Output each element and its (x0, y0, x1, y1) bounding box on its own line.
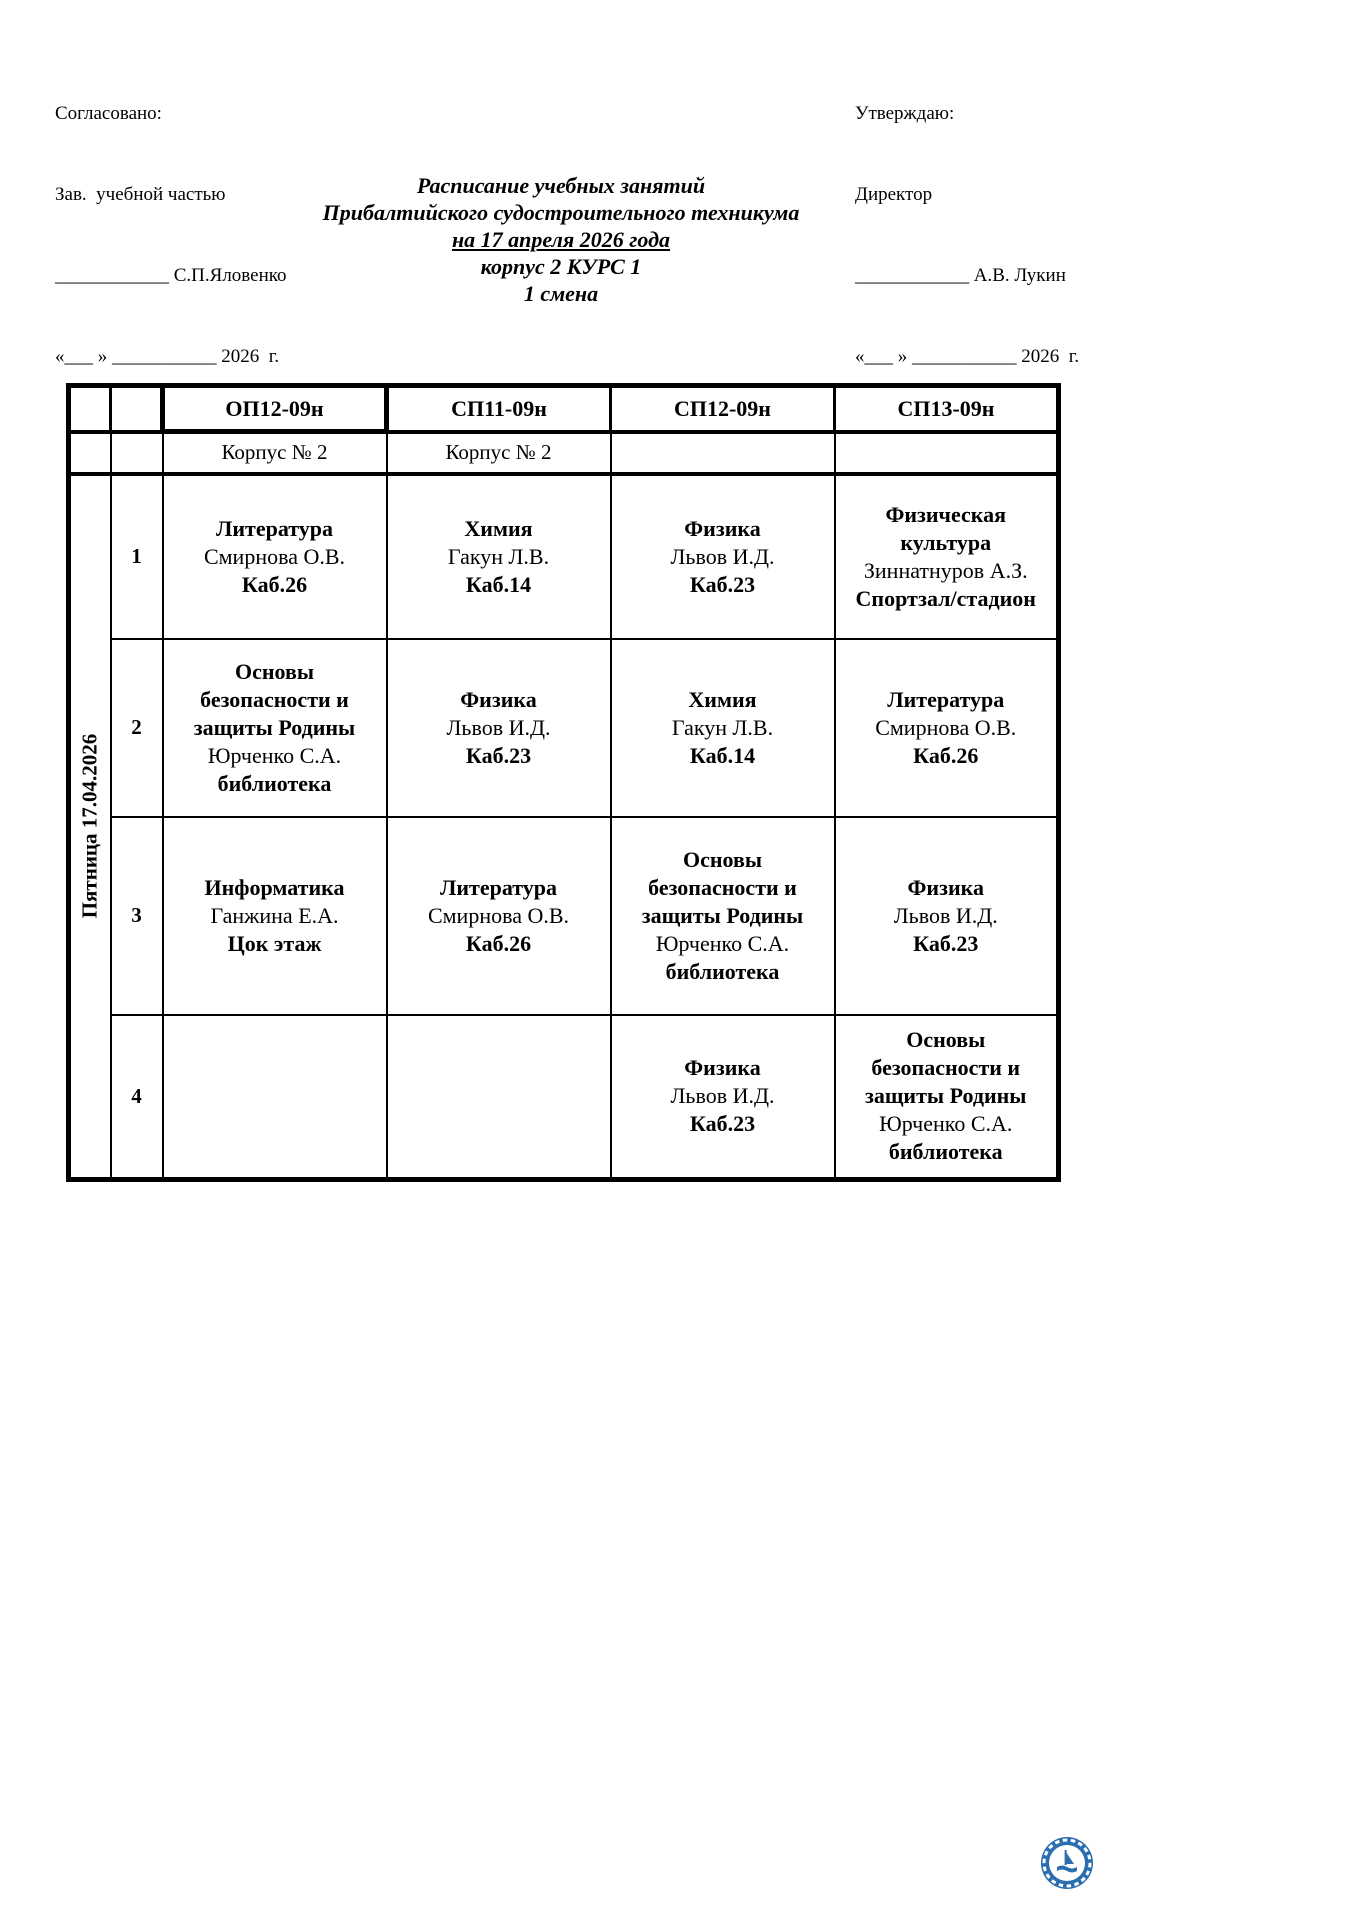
period-number: 3 (111, 817, 163, 1015)
lesson-cell (611, 817, 835, 1015)
schedule-table (66, 383, 1061, 1182)
lesson-subject: Физическая культура (885, 501, 1007, 555)
group-header-op12: ОП12-09н (163, 386, 387, 432)
lesson-cell (611, 474, 835, 639)
lesson-subject: Основы безопасности и защиты Родины (641, 846, 804, 928)
lesson-room: Каб.23 (465, 742, 532, 768)
lesson-room: Каб.26 (913, 742, 979, 768)
lesson-teacher: Львов И.Д. (446, 714, 551, 740)
lesson-subject: Физика (907, 874, 984, 900)
lesson-room: библиотека (888, 1139, 1003, 1165)
lesson-subject: Основы безопасности и защиты Родины (865, 1027, 1027, 1109)
lesson-teacher: Львов И.Д. (893, 902, 998, 928)
lesson-room: Каб.26 (465, 930, 532, 956)
lesson-cell (611, 1015, 835, 1180)
lesson-cell (835, 474, 1059, 639)
period-number: 2 (111, 639, 163, 817)
lesson-cell (835, 1015, 1059, 1180)
lesson-room: библиотека (217, 770, 332, 796)
period-row-2 (69, 639, 1059, 817)
title-line-1: Расписание учебных занятий (416, 173, 706, 198)
lesson-cell (611, 639, 835, 817)
approval-position: Директор (855, 184, 933, 205)
lesson-subject: Информатика (204, 874, 345, 900)
lesson-cell (835, 817, 1059, 1015)
period-number: 4 (111, 1015, 163, 1180)
lesson-cell (163, 474, 387, 639)
period-row-3 (69, 817, 1059, 1015)
lesson-subject: Литература (215, 515, 334, 541)
korpus-cell (835, 432, 1059, 474)
korpus-cell (611, 432, 835, 474)
lesson-teacher: Гакун Л.В. (447, 543, 550, 569)
lesson-room: Цок этаж (227, 930, 322, 956)
group-header-sp11: СП11-09н (387, 386, 611, 432)
lesson-subject: Физика (684, 1055, 761, 1081)
gear-ship-emblem-icon (1040, 1836, 1094, 1890)
approval-date-line: «___ » ___________ 2026 г. (855, 346, 1080, 367)
lesson-subject: Основы безопасности и защиты Родины (193, 658, 356, 740)
agreement-label: Согласовано: (55, 103, 162, 124)
lesson-room: Каб.23 (913, 930, 979, 956)
korpus-cell: Корпус № 2 (387, 432, 611, 474)
title-shift-line: 1 смена (523, 281, 599, 306)
day-label: Пятница 17.04.2026 (77, 733, 102, 919)
lesson-teacher: Смирнова О.В. (203, 543, 346, 569)
title-korpus-kurs-line: корпус 2 КУРС 1 (480, 254, 642, 279)
lesson-cell-empty (163, 1015, 387, 1180)
lesson-room: Каб.23 (689, 1111, 756, 1137)
lesson-teacher: Львов И.Д. (670, 1083, 775, 1109)
header-stub-period (111, 386, 163, 432)
lesson-room: Каб.23 (689, 571, 756, 597)
lesson-teacher: Смирнова О.В. (427, 902, 570, 928)
approval-label: Утверждаю: (855, 103, 955, 124)
korpus-cell: Корпус № 2 (163, 432, 387, 474)
lesson-room: Спортзал/стадион (855, 585, 1036, 611)
lesson-subject: Химия (688, 686, 757, 712)
korpus-stub-day (69, 432, 111, 474)
lesson-teacher: Юрченко С.А. (879, 1111, 1013, 1137)
agreement-signature-line: ____________ С.П.Яловенко (55, 265, 287, 286)
lesson-subject: Физика (684, 515, 761, 541)
lesson-cell (835, 639, 1059, 817)
group-header-sp12: СП12-09н (611, 386, 835, 432)
lesson-cell (387, 639, 611, 817)
lesson-cell (163, 817, 387, 1015)
lesson-teacher: Юрченко С.А. (655, 930, 790, 956)
period-row-1 (69, 474, 1059, 639)
title-line-2: Прибалтийского судостроительного техникума (322, 200, 800, 225)
lesson-cell-empty (387, 1015, 611, 1180)
lesson-teacher: Юрченко С.А. (207, 742, 342, 768)
lesson-teacher: Гакун Л.В. (671, 714, 774, 740)
agreement-position: Зав. учебной частью (55, 184, 226, 205)
period-row-4 (69, 1015, 1059, 1180)
lesson-subject: Литература (887, 686, 1005, 712)
lesson-subject: Физика (460, 686, 537, 712)
lesson-teacher: Львов И.Д. (670, 543, 775, 569)
lesson-room: Каб.26 (241, 571, 308, 597)
lesson-cell (387, 817, 611, 1015)
korpus-row (69, 432, 1059, 474)
lesson-teacher: Зиннатнуров А.З. (863, 557, 1028, 583)
lesson-teacher: Смирнова О.В. (875, 714, 1017, 740)
document-title (66, 172, 1056, 307)
day-label-cell (69, 474, 111, 1180)
group-header-sp13: СП13-09н (835, 386, 1059, 432)
lesson-teacher: Ганжина Е.А. (210, 902, 339, 928)
group-header-row (69, 386, 1059, 432)
korpus-stub-period (111, 432, 163, 474)
agreement-date-line: «___ » ___________ 2026 г. (55, 346, 280, 367)
lesson-room: Каб.14 (465, 571, 532, 597)
lesson-subject: Литература (439, 874, 558, 900)
header-stub-day (69, 386, 111, 432)
lesson-cell (163, 639, 387, 817)
lesson-subject: Химия (464, 515, 533, 541)
approval-signature-line: ____________ А.В. Лукин (855, 265, 1066, 286)
lesson-cell (387, 474, 611, 639)
lesson-room: Каб.14 (689, 742, 756, 768)
title-date-line: на 17 апреля 2026 года (451, 227, 671, 252)
period-number: 1 (111, 474, 163, 639)
lesson-room: библиотека (665, 958, 780, 984)
